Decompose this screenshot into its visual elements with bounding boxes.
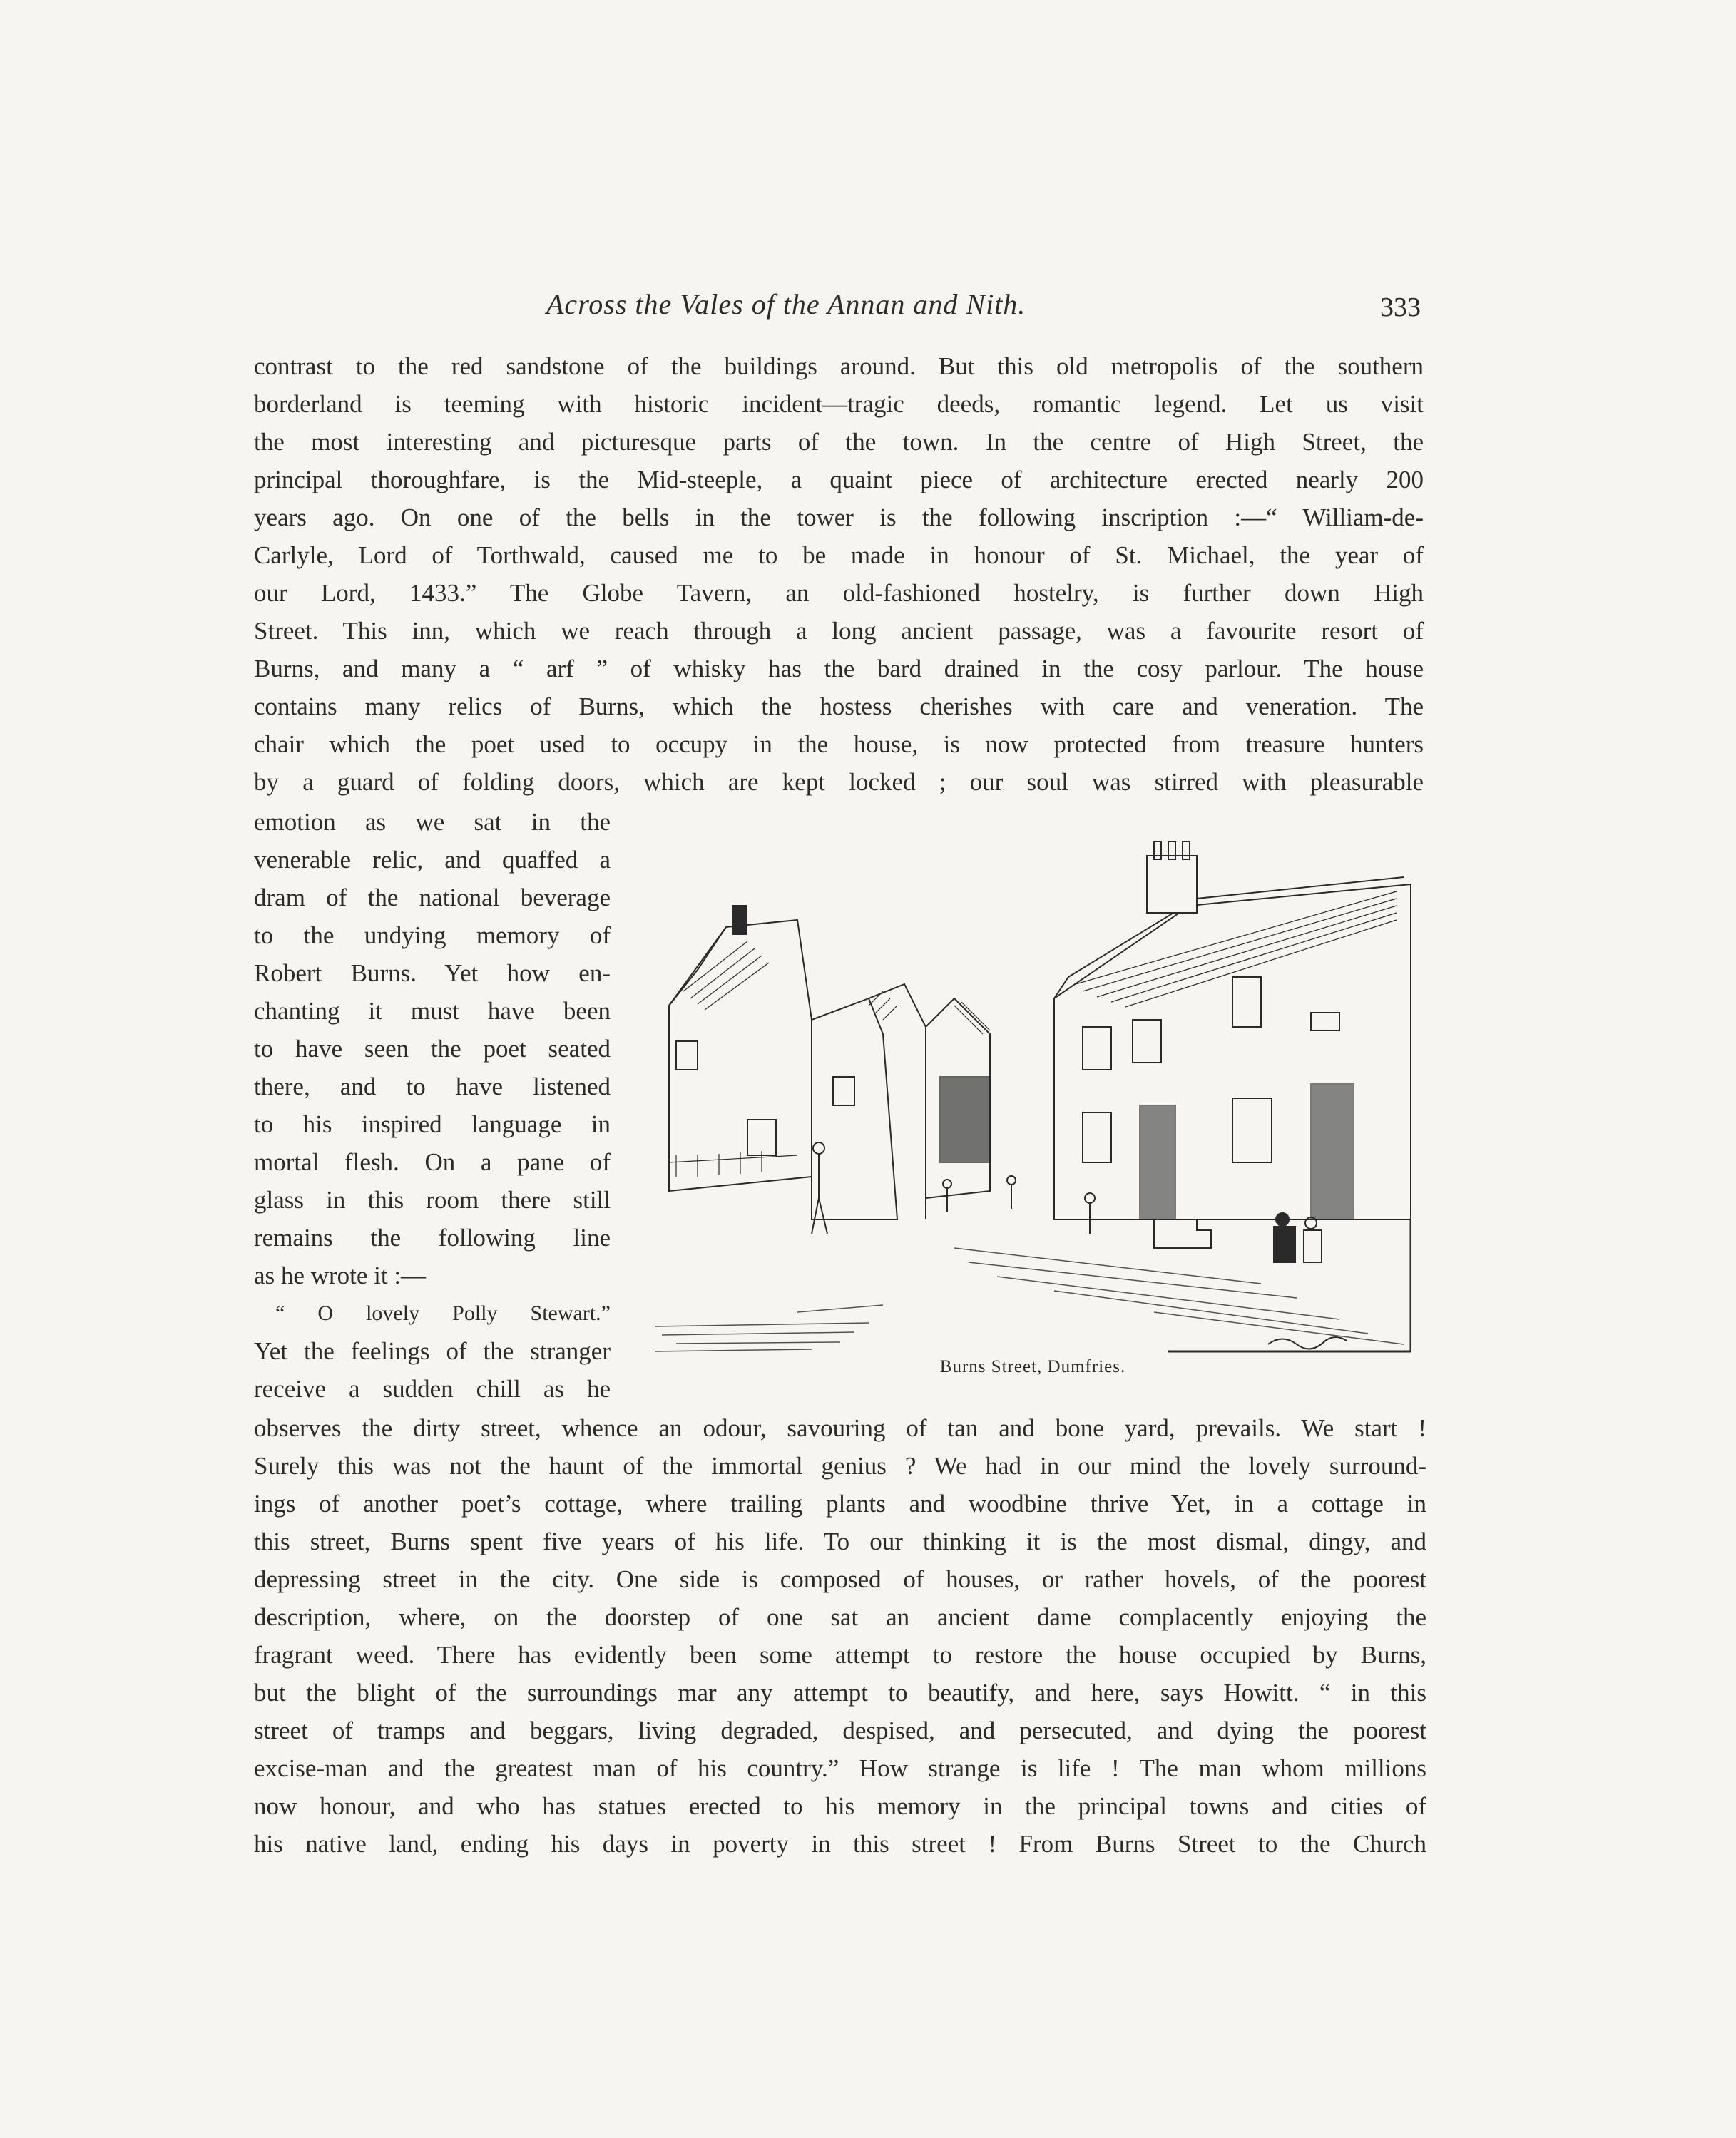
- text-line: observes the dirty street, whence an odour, savouring of tan and bone yard, prevails. We start !: [254, 1414, 1426, 1442]
- text-line: emotion as we sat in the: [254, 808, 611, 836]
- text-line: mortal flesh. On a pane of: [254, 1148, 611, 1176]
- text-line: to the undying memory of: [254, 921, 611, 949]
- text-line: there, and to have listened: [254, 1073, 611, 1100]
- text-line: now honour, and who has statues erected to his memory in the principal towns and cities of: [254, 1792, 1426, 1820]
- text-line: remains the following line: [254, 1224, 611, 1252]
- street-engraving: [655, 820, 1411, 1362]
- text-line: Burns, and many a “ arf ” of whisky has the bard drained in the cosy parlour. The house: [254, 655, 1424, 682]
- text-line: description, where, on the doorstep of one sat an ancient dame complacently enjoying the: [254, 1603, 1426, 1631]
- text-line: the most interesting and picturesque parts of the town. In the centre of High Street, the: [254, 428, 1424, 456]
- running-title: Across the Vales of the Annan and Nith.: [546, 288, 1026, 320]
- verse-quote: “ O lovely Polly Stewart.”: [275, 1301, 611, 1325]
- text-line: street of tramps and beggars, living degraded, despised, and persecuted, and dying the poorest: [254, 1717, 1426, 1744]
- page-number: 333: [1380, 292, 1421, 322]
- paragraph-wrap-left: [254, 803, 611, 1408]
- text-line: glass in this room there still: [254, 1186, 611, 1214]
- text-line: as he wrote it :—: [254, 1262, 427, 1289]
- text-line: to his inspired language in: [254, 1110, 611, 1138]
- text-line: chair which the poet used to occupy in the house, is now protected from treasure hunters: [254, 730, 1424, 758]
- text-line: principal thoroughfare, is the Mid-steeple, a quaint piece of architecture erected nearly 200: [254, 466, 1424, 493]
- text-line: our Lord, 1433.” The Globe Tavern, an old-fashioned hostelry, is further down High: [254, 579, 1424, 607]
- text-line: years ago. On one of the bells in the tower is the following inscription :—“ William-de-: [254, 503, 1424, 531]
- text-line: venerable relic, and quaffed a: [254, 846, 611, 874]
- text-line: Carlyle, Lord of Torthwald, caused me to be made in honour of St. Michael, the year of: [254, 541, 1424, 569]
- text-line: contains many relics of Burns, which the hostess cherishes with care and veneration. The: [254, 692, 1424, 720]
- figure-caption: Burns Street, Dumfries.: [939, 1357, 1126, 1376]
- text-line: Street. This inn, which we reach through a long ancient passage, was a favourite resort of: [254, 617, 1424, 645]
- text-line: receive a sudden chill as he: [254, 1375, 611, 1403]
- text-line: contrast to the red sandstone of the buildings around. But this old metropolis of the southern: [254, 352, 1424, 380]
- text-line: ings of another poet’s cottage, where trailing plants and woodbine thrive Yet, in a cottage in: [254, 1490, 1426, 1518]
- text-line: by a guard of folding doors, which are kept locked ; our soul was stirred with pleasurable: [254, 768, 1424, 796]
- text-line: excise-man and the greatest man of his country.” How strange is life ! The man whom millions: [254, 1754, 1426, 1782]
- running-head: [254, 287, 1421, 330]
- text-line: but the blight of the surroundings mar any attempt to beautify, and here, says Howitt. “ in this: [254, 1679, 1426, 1707]
- text-line: depressing street in the city. One side is composed of houses, or rather hovels, of the poorest: [254, 1565, 1426, 1593]
- text-line: Surely this was not the haunt of the immortal genius ? We had in our mind the lovely surround-: [254, 1452, 1426, 1480]
- text-line: Robert Burns. Yet how en-: [254, 959, 611, 987]
- paragraph-bottom: [254, 1409, 1426, 1863]
- text-line: Yet the feelings of the stranger: [254, 1337, 611, 1365]
- text-line: to have seen the poet seated: [254, 1035, 611, 1063]
- text-line: his native land, ending his days in poverty in this street ! From Burns Street to the Church: [254, 1830, 1426, 1858]
- text-line: dram of the national beverage: [254, 884, 611, 911]
- paragraph-top: [254, 347, 1424, 801]
- text-line: this street, Burns spent five years of his life. To our thinking it is the most dismal, dingy, and: [254, 1528, 1426, 1555]
- text-line: fragrant weed. There has evidently been some attempt to restore the house occupied by Burns,: [254, 1641, 1426, 1669]
- illustration-burns-street: [655, 820, 1411, 1391]
- text-line: borderland is teeming with historic incident—tragic deeds, romantic legend. Let us visit: [254, 390, 1424, 418]
- text-line: chanting it must have been: [254, 997, 611, 1025]
